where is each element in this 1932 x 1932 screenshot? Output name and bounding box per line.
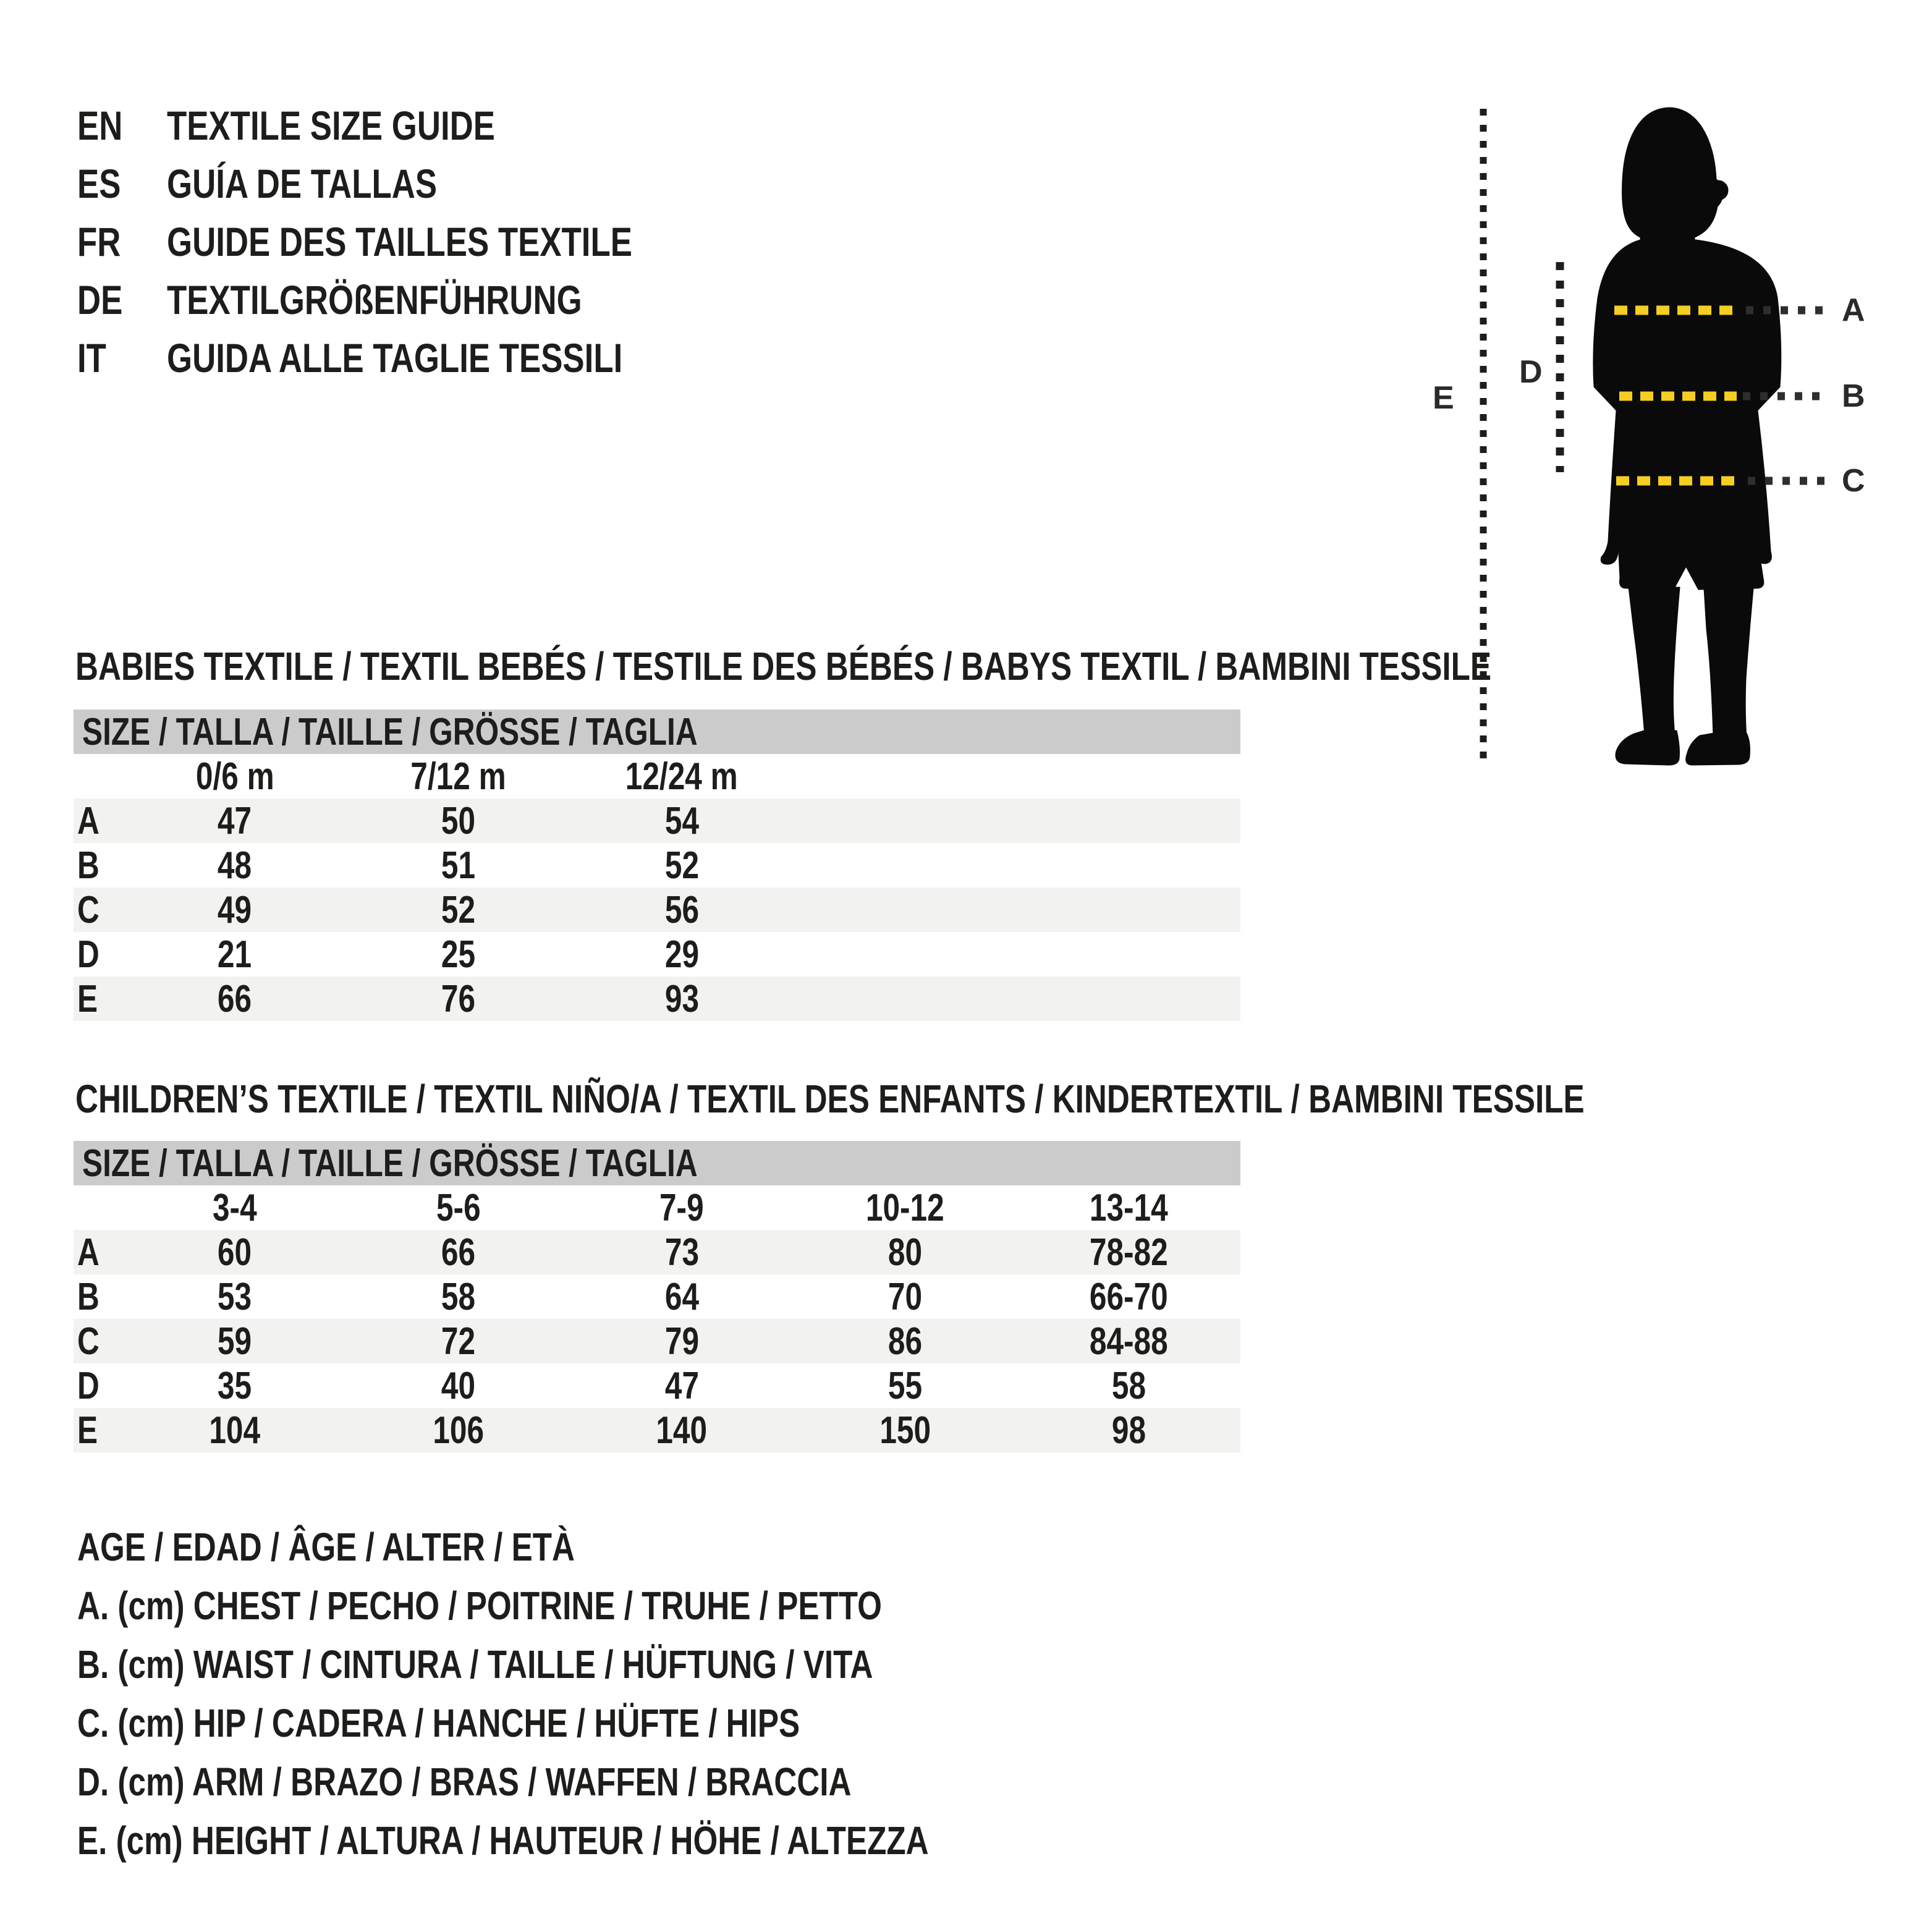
legend-height: E. (cm) HEIGHT / ALTURA / HAUTEUR / HÖHE / ALTEZZA	[77, 1818, 929, 1863]
language-code-fr: FR	[77, 219, 121, 265]
babies-size-table	[74, 710, 1240, 1021]
children-column-header-row	[74, 1185, 1240, 1230]
language-code-de: DE	[77, 277, 123, 323]
language-title-it: GUIDA ALLE TAGLIE TESSILI	[167, 335, 623, 381]
shorts-shape	[1617, 529, 1764, 590]
language-row-es	[77, 155, 748, 213]
children-col-3-4: 3-4	[212, 1186, 257, 1229]
children-col-10-12: 10-12	[866, 1186, 945, 1229]
table-row: A 47 50 54	[74, 799, 1240, 843]
children-section-title: CHILDREN’S TEXTILE / TEXTIL NIÑO/A / TEXTIL DES ENFANTS / KINDERTEXTIL / BAMBINI TESSILE	[75, 1077, 1585, 1121]
measure-label-d: D	[1519, 354, 1543, 390]
language-title-es: GUÍA DE TALLAS	[167, 161, 438, 206]
children-size-header-band: SIZE / TALLA / TAILLE / GRÖSSE / TAGLIA	[74, 1141, 1240, 1185]
language-title-de: TEXTILGRÖßENFÜHRUNG	[167, 277, 582, 323]
ear-shape	[1708, 180, 1728, 200]
children-size-table	[74, 1141, 1240, 1452]
legend-arm: D. (cm) ARM / BRAZO / BRAS / WAFFEN / BRACCIA	[77, 1759, 852, 1804]
babies-col-7-12m: 7/12 m	[410, 755, 506, 798]
babies-section-title: BABIES TEXTILE / TEXTIL BEBÉS / TESTILE DES BÉBÉS / BABYS TEXTIL / BAMBINI TESSILE	[75, 644, 1492, 688]
child-measurement-figure	[1409, 87, 1904, 810]
language-code-es: ES	[77, 161, 121, 206]
measure-label-a: A	[1842, 292, 1865, 328]
language-row-it	[77, 329, 748, 387]
children-col-5-6: 5-6	[436, 1186, 481, 1229]
table-row: D 35 40 47 55 58	[77, 1364, 1146, 1407]
language-row-en	[77, 96, 748, 155]
babies-size-header-band: SIZE / TALLA / TAILLE / GRÖSSE / TAGLIA	[74, 710, 1240, 754]
language-row-de	[77, 271, 748, 329]
table-row: C 59 72 79 86 84-88	[74, 1319, 1240, 1363]
legend-hip: C. (cm) HIP / CADERA / HANCHE / HÜFTE / HIPS	[77, 1700, 800, 1745]
head-shape	[1622, 108, 1722, 246]
language-title-list	[77, 96, 748, 387]
measure-label-c: C	[1842, 463, 1865, 499]
children-col-13-14: 13-14	[1089, 1186, 1168, 1229]
language-title-fr: GUIDE DES TAILLES TEXTILE	[167, 219, 632, 265]
measure-label-e: E	[1433, 380, 1454, 416]
shirt-shape	[1593, 240, 1781, 564]
child-silhouette-diagram	[1409, 87, 1904, 810]
children-col-7-9: 7-9	[659, 1186, 704, 1229]
legend-age: AGE / EDAD / ÂGE / ALTER / ETÀ	[77, 1524, 575, 1569]
legend-chest: A. (cm) CHEST / PECHO / POITRINE / TRUHE / PETTO	[77, 1583, 882, 1628]
table-row: E 66 76 93	[74, 977, 1240, 1021]
legend-waist: B. (cm) WAIST / CINTURA / TAILLE / HÜFTUNG / VITA	[77, 1642, 873, 1687]
table-row: B 48 51 52	[77, 844, 699, 887]
table-row: D 21 25 29	[77, 933, 699, 976]
table-row: E 104 106 140 150 98	[74, 1408, 1240, 1452]
table-row: B 53 58 64 70 66-70	[77, 1275, 1168, 1318]
language-code-it: IT	[77, 335, 106, 381]
left-shoe-shape	[1616, 731, 1680, 765]
language-row-fr	[77, 213, 748, 271]
babies-column-header-row	[74, 754, 1240, 799]
measure-label-b: B	[1842, 378, 1865, 414]
babies-col-12-24m: 12/24 m	[625, 755, 738, 798]
measurement-legend	[77, 1517, 1142, 1870]
babies-col-0-6m: 0/6 m	[195, 755, 274, 798]
table-row: A 60 66 73 80 78-82	[74, 1230, 1240, 1274]
table-row: C 49 52 56	[74, 888, 1240, 932]
right-shoe-shape	[1686, 733, 1750, 765]
language-code-en: EN	[77, 103, 123, 148]
language-title-en: TEXTILE SIZE GUIDE	[167, 103, 495, 148]
